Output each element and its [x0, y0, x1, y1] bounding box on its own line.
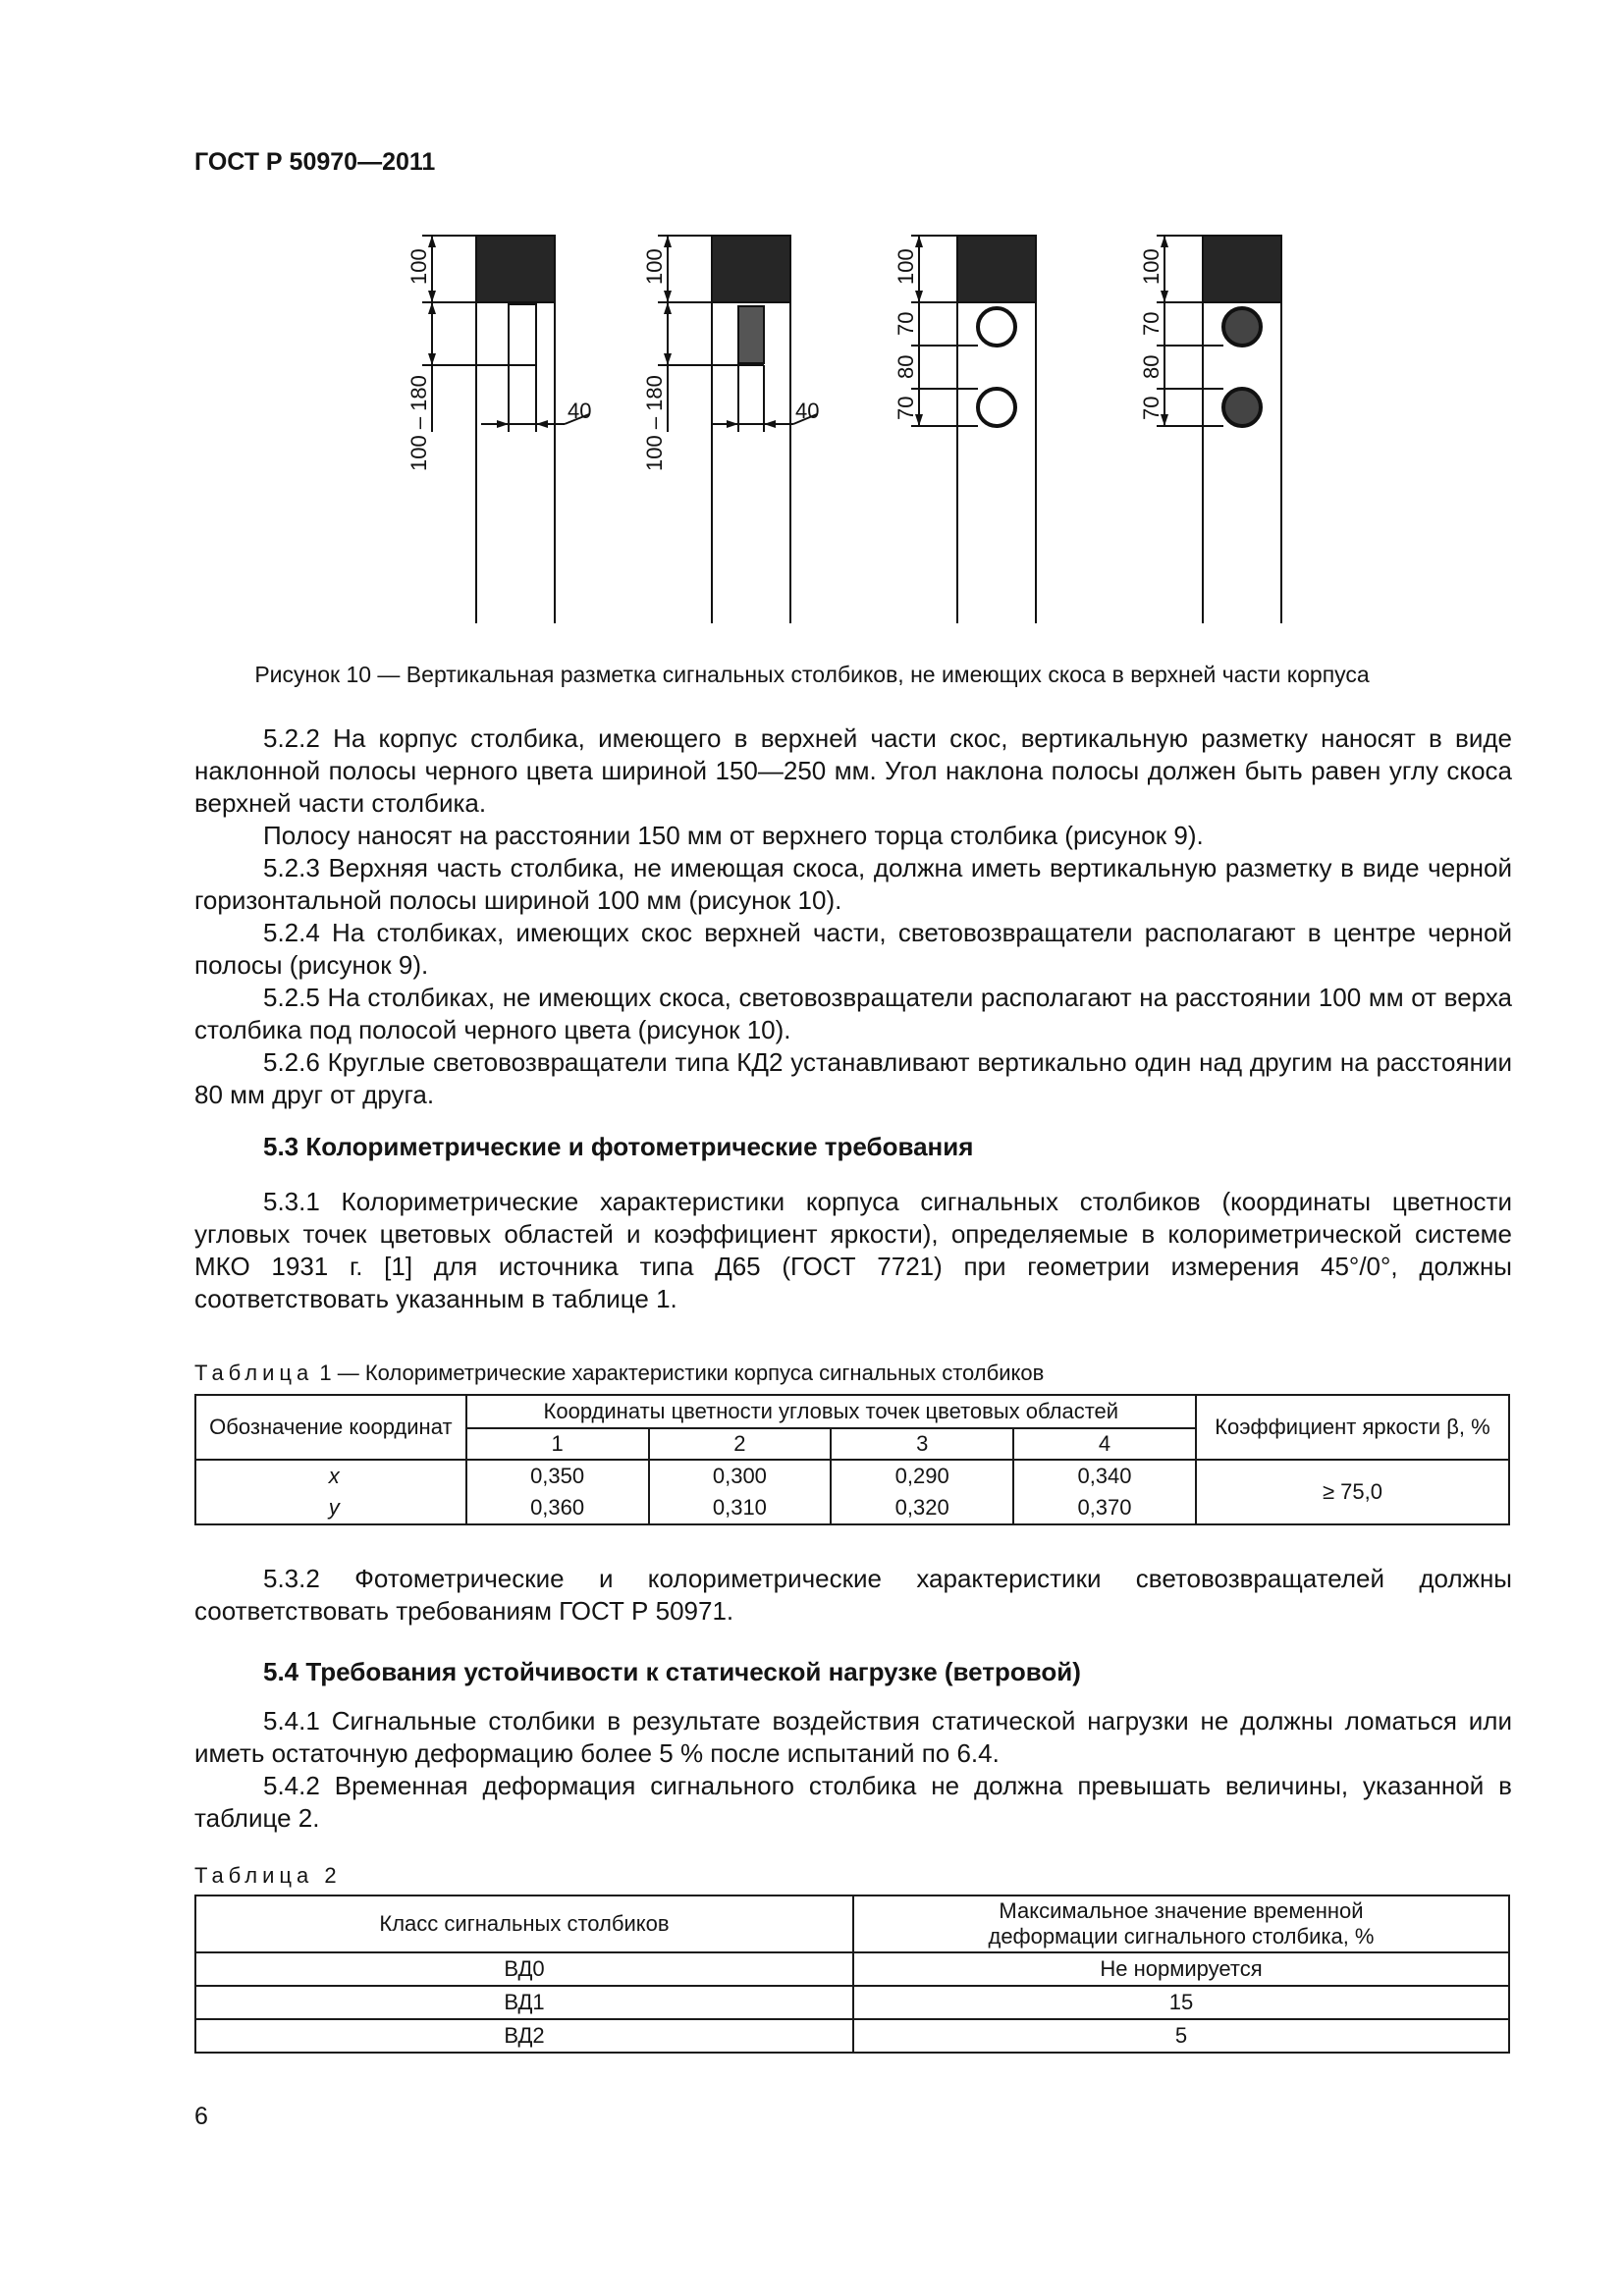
table-1 — [194, 1394, 1510, 1525]
post-1 — [422, 236, 592, 623]
dim-70-post3: 70 — [893, 311, 918, 336]
dim-100-post1: 100 — [406, 248, 431, 285]
table-2-caption: Таблица 2 — [194, 1863, 342, 1888]
table-1-cell: 0,350 — [466, 1460, 649, 1492]
section-heading-5-4: 5.4 Требования устойчивости к статической нагрузке (ветровой) — [263, 1657, 1081, 1686]
dim-80-post4: 80 — [1139, 354, 1164, 379]
table-1-cell: 0,360 — [466, 1492, 649, 1524]
table-1-header-luminance: Коэффициент яркости β, % — [1196, 1395, 1509, 1460]
table-2-header-class: Класс сигнальных столбиков — [195, 1896, 853, 1952]
table-1-point-3: 3 — [831, 1428, 1013, 1460]
table-1-luminance-value: ≥ 75,0 — [1196, 1460, 1509, 1524]
dim-100-180-post1: 100 – 180 — [406, 375, 431, 471]
table-1-cell: 0,340 — [1013, 1460, 1196, 1492]
table-2-cell-value: 15 — [853, 1986, 1509, 2019]
paragraph-5-4-2: 5.4.2 Временная деформация сигнального столбика не должна превышать величины, указанной в таблице 2. — [194, 1771, 1512, 1833]
section-heading-5-3: 5.3 Колориметрические и фотометрические требования — [263, 1132, 974, 1161]
post-2 — [658, 236, 820, 623]
document-header: ГОСТ Р 50970—2011 — [194, 148, 436, 176]
paragraph-5-2-4: 5.2.4 На столбиках, имеющих скос верхней части, световозвращатели располагают в центре черной полосы (рисунок 9). — [194, 918, 1512, 980]
dim-100-180-post2: 100 – 180 — [642, 375, 667, 471]
table-1-row-y-label: y — [195, 1492, 466, 1524]
paragraph-5-2-2-continued: Полосу наносят на расстоянии 150 мм от верхнего торца столбика (рисунок 9). — [263, 821, 1204, 850]
table-1-row-x-label: x — [195, 1460, 466, 1492]
table-2-cell-value: 5 — [853, 2019, 1509, 2053]
dim-70-post4: 70 — [1139, 311, 1164, 336]
dim-100-post2: 100 — [642, 248, 667, 285]
dim-70b-post3: 70 — [893, 396, 918, 420]
table-2 — [194, 1895, 1510, 2054]
dim-70b-post4: 70 — [1139, 396, 1164, 420]
post-3 — [911, 236, 1036, 623]
table-1-header-group: Координаты цветности угловых точек цветовых областей — [466, 1395, 1196, 1428]
table-1-point-4: 4 — [1013, 1428, 1196, 1460]
dim-40-post1: 40 — [568, 399, 592, 423]
table-1-caption: Таблица 1 — Колориметрические характеристики корпуса сигнальных столбиков — [194, 1361, 1045, 1385]
table-1-cell: 0,290 — [831, 1460, 1013, 1492]
paragraph-5-2-2: 5.2.2 На корпус столбика, имеющего в верхней части скос, вертикальную разметку наносят в виде наклонной полосы черного цвета шириной 150—250 мм. Угол наклона полосы должен быть равен углу скоса верхней части столбика. — [194, 723, 1512, 818]
table-1-point-2: 2 — [649, 1428, 832, 1460]
post-4 — [1157, 236, 1281, 623]
dim-100-post3: 100 — [893, 248, 918, 285]
paragraph-5-4-1: 5.4.1 Сигнальные столбики в результате воздействия статической нагрузки не должны ломаться или иметь остаточную деформацию более 5 % после испытаний по 6.4. — [194, 1706, 1512, 1768]
figure-10-drawing — [393, 226, 1316, 638]
figure-caption: Рисунок 10 — Вертикальная разметка сигнальных столбиков, не имеющих скоса в верхней части корпуса — [254, 662, 1370, 687]
paragraph-5-2-3: 5.2.3 Верхняя часть столбика, не имеющая скоса, должна иметь вертикальную разметку в виде черной горизонтальной полосы шириной 100 мм (рисунок 10). — [194, 853, 1512, 915]
table-1-header-coord: Обозначение координат — [195, 1395, 466, 1460]
table-1-cell: 0,320 — [831, 1492, 1013, 1524]
table-1-cell: 0,310 — [649, 1492, 832, 1524]
paragraph-5-3-1: 5.3.1 Колориметрические характеристики корпуса сигнальных столбиков (координаты цветности угловых точек цветовых областей и коэффициент яркости), определяемые в колориметрической системе МКО 1931 г. [1] для источника типа Д65 (ГОСТ 7721) при геометрии измерения 45°/0°, должны соответствовать указанным в таблице 1. — [194, 1187, 1512, 1313]
dim-40-post2: 40 — [795, 399, 820, 423]
table-2-cell-class: ВД0 — [195, 1952, 853, 1986]
dim-80-post3: 80 — [893, 354, 918, 379]
dim-100-post4: 100 — [1139, 248, 1164, 285]
paragraph-5-3-2: 5.3.2 Фотометрические и колориметрические характеристики световозвращателей должны соответствовать требованиям ГОСТ Р 50971. — [194, 1564, 1512, 1626]
table-1-cell: 0,370 — [1013, 1492, 1196, 1524]
table-1-point-1: 1 — [466, 1428, 649, 1460]
table-1-cell: 0,300 — [649, 1460, 832, 1492]
table-2-cell-class: ВД2 — [195, 2019, 853, 2053]
page-number: 6 — [194, 2103, 208, 2130]
table-2-cell-class: ВД1 — [195, 1986, 853, 2019]
table-2-cell-value: Не нормируется — [853, 1952, 1509, 1986]
paragraph-5-2-5: 5.2.5 На столбиках, не имеющих скоса, световозвращатели располагают на расстоянии 100 мм от верха столбика под полосой черного цвета (рисунок 10). — [194, 983, 1512, 1044]
table-2-header-max: Максимальное значение временной деформации сигнального столбика, % — [853, 1896, 1509, 1952]
paragraph-5-2-6: 5.2.6 Круглые световозвращатели типа КД2 устанавливают вертикально один над другим на расстоянии 80 мм друг от друга. — [194, 1047, 1512, 1109]
